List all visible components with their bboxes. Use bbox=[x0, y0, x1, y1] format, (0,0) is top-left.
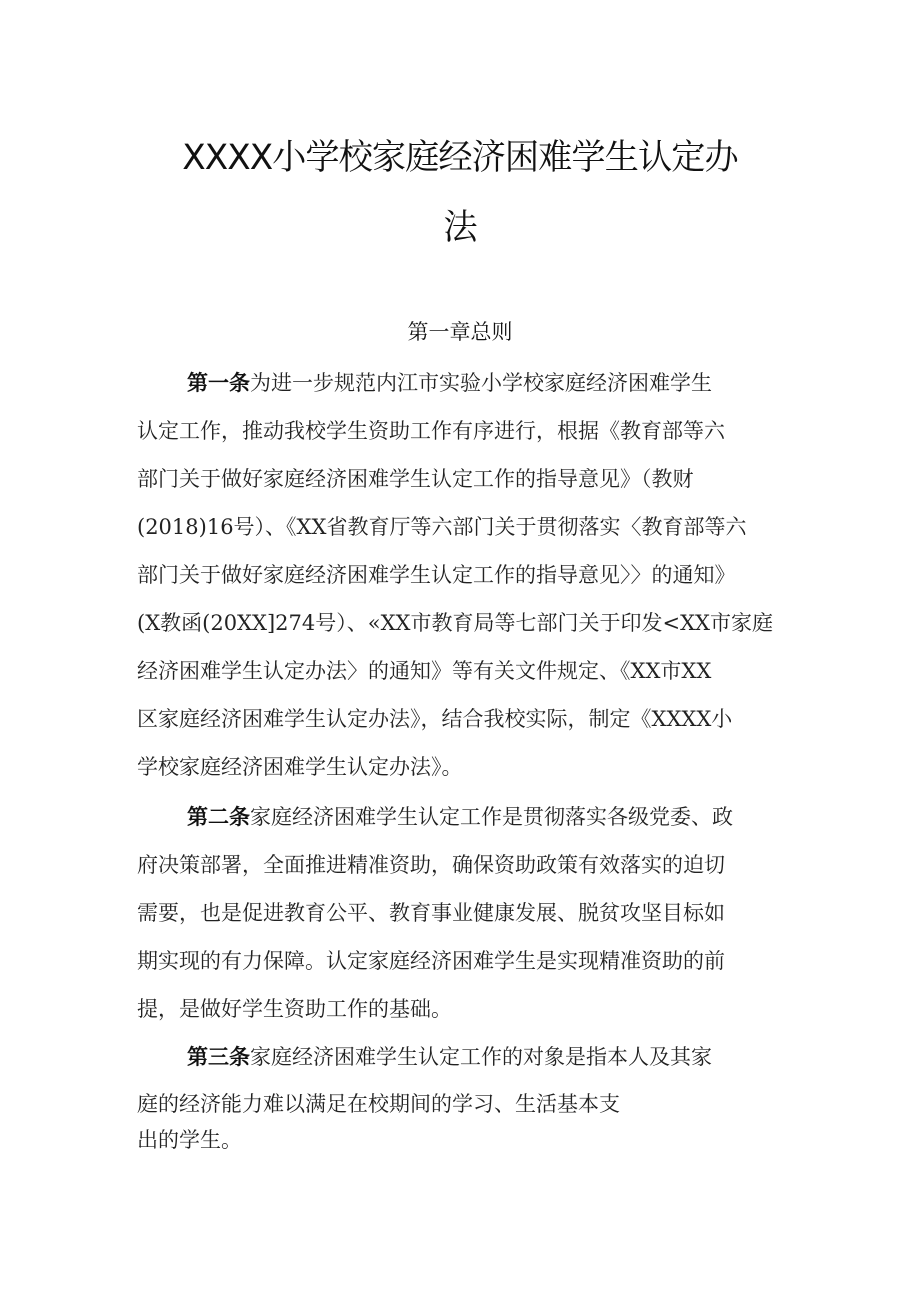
article-1-line-7: 经济困难学生认定办法〉的通知》等有关文件规定、《XX市XX bbox=[137, 659, 712, 683]
article-1-line-4: (2018)16号）、《XX省教育厅等六部门关于贯彻落实〈教育部等六 bbox=[137, 515, 747, 539]
article-1-line-3: 部门关于做好家庭经济困难学生认定工作的指导意见》（教财 bbox=[137, 467, 694, 491]
article-1-line-9: 学校家庭经济困难学生认定办法》。 bbox=[137, 755, 463, 779]
article-3-line-3: 出的学生。 bbox=[137, 1128, 242, 1152]
article-2-line-4: 期实现的有力保障。认定家庭经济困难学生是实现精准资助的前 bbox=[137, 949, 725, 973]
article-2-label: 第二条 bbox=[187, 805, 250, 829]
article-2-line-2: 府决策部署，全面推进精准资助，确保资助政策有效落实的迫切 bbox=[137, 853, 725, 877]
article-2-text: 家庭经济困难学生认定工作是贯彻落实各级党委、政 bbox=[250, 805, 733, 829]
article-1-line-1 bbox=[187, 368, 712, 398]
article-1-label: 第一条 bbox=[187, 371, 250, 395]
article-1-line-6: (X教函(20XX]274号）、«XX市教育局等七部门关于印发<XX市家庭 bbox=[137, 611, 773, 635]
article-2-line-1 bbox=[187, 802, 733, 832]
article-3-line-2: 庭的经济能力难以满足在校期间的学习、生活基本支 bbox=[137, 1092, 620, 1116]
article-1-line-5: 部门关于做好家庭经济困难学生认定工作的指导意见〉〉的通知》 bbox=[137, 563, 736, 587]
document-title-line-2: 法 bbox=[443, 208, 477, 248]
document-title-line-1: XXXX小学校家庭经济困难学生认定办 bbox=[182, 138, 738, 178]
article-3-label: 第三条 bbox=[187, 1045, 250, 1069]
article-1-line-2: 认定工作，推动我校学生资助工作有序进行，根据《教育部等六 bbox=[137, 419, 725, 443]
article-3-text: 家庭经济困难学生认定工作的对象是指本人及其家 bbox=[250, 1045, 712, 1069]
article-2-line-5: 提，是做好学生资助工作的基础。 bbox=[137, 997, 452, 1021]
article-1-line-8: 区家庭经济困难学生认定办法》，结合我校实际，制定《XXXX小 bbox=[137, 707, 733, 731]
chapter-heading: 第一章总则 bbox=[407, 320, 513, 344]
article-2-line-3: 需要，也是促进教育公平、教育事业健康发展、脱贫攻坚目标如 bbox=[137, 901, 725, 925]
article-3-line-1 bbox=[187, 1042, 712, 1072]
article-1-text: 为进一步规范内江市实验小学校家庭经济困难学生 bbox=[250, 371, 712, 395]
